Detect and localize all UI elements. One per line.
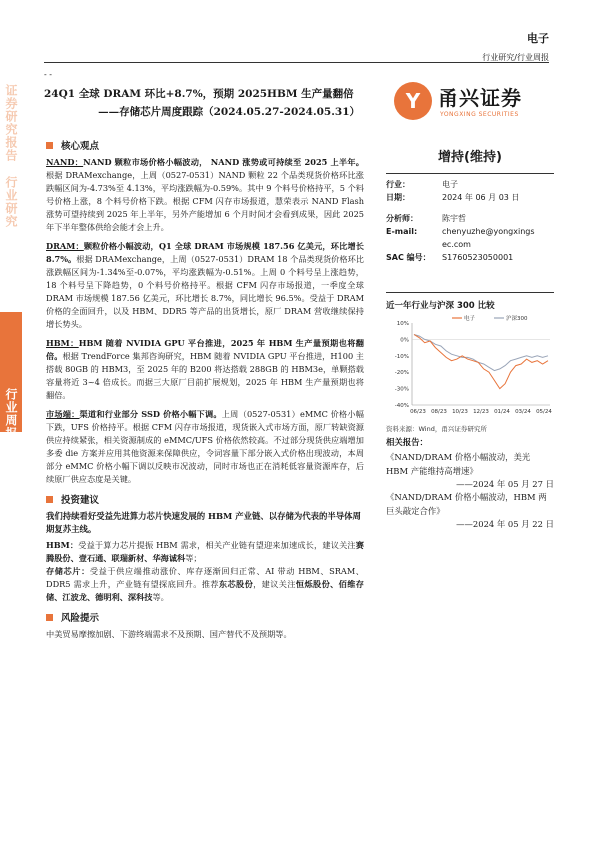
y-tick-label: 10% — [396, 321, 409, 327]
y-tick-label: -20% — [394, 370, 409, 377]
x-tick-label: 12/23 — [473, 409, 489, 415]
series-line — [414, 335, 548, 389]
para-dram: DRAM：颗粒价格小幅波动，Q1 全球 DRAM 市场规模 187.56 亿美元，环比增长 8.7%。根据 DRAMexchange，上周（0527-0531）DRAM 18 个品类现货价格环比涨跌幅区间为-1.34%至-0.07%，平均涨跌幅为-0.51%。上周 0 个料号呈上涨趋势，18 个料号呈下降趋势，0 个料号价格持平。根据 CFM 闪存市场报道，一季度全球 DRAM 市场规模 187.56 亿美元，环比增长 8.7%，同比增长 96.5%。受益于 DRAM 价格的全面回升，以及 HBM、DDR5 等产品的出货增长，原厂 DRAM 营收继续保持增长势头。 — [46, 241, 364, 329]
section-risk-heading: 风险提示 — [46, 610, 364, 624]
related-heading: 相关报告： — [386, 437, 428, 447]
x-tick-label: 05/24 — [536, 409, 552, 415]
x-tick-label: 01/24 — [494, 409, 510, 415]
header-right — [482, 30, 549, 63]
orange-square-icon — [46, 614, 53, 621]
logo-name-cn: 甬兴证券 — [438, 86, 522, 110]
info-email: E-mail: chenyuzhe@yongxings ec.com — [386, 227, 535, 249]
info-sac: SAC 编号： S1760523050001 — [386, 253, 514, 262]
rating: 增持(维持) — [386, 146, 554, 174]
main-content — [46, 132, 364, 647]
chart-source: 资料来源：Wind，甬兴证券研究所 — [386, 425, 487, 433]
invest-summary: 我们持续看好受益先进算力芯片快速发展的 HBM 产业链、以存储为代表的半导体周期复苏主线。 — [46, 511, 361, 534]
company-logo — [394, 80, 554, 124]
report-subtitle: ——存储芯片周度跟踪（2024.05.27-2024.05.31） — [98, 106, 360, 118]
header-divider — [44, 62, 549, 63]
comparison-chart — [386, 313, 554, 423]
legend-label: 电子 — [464, 316, 476, 322]
x-tick-label: 10/23 — [452, 409, 468, 415]
legend-label: 沪深300 — [506, 316, 528, 322]
x-tick-label: 03/24 — [515, 409, 531, 415]
sidebar-label-industry-research: 行业研究 — [4, 176, 18, 228]
orange-square-icon — [46, 496, 53, 503]
para-hbm: HBM：HBM 随着 NVIDIA GPU 平台推进，2025 年 HBM 生产量预期也将翻倍。根据 TrendForce 集邦咨询研究，HBM 随着 NVIDIA GPU 平台推进，H100 主搭载 80GB 的 HBM3，至 2025 年的 B200 将达搭载 288GB 的 HBM3e，单颗搭载容量将近 3~4 倍成长。而据三大原厂目前扩展规划，2025 年 HBM 生产量预期也将翻倍。 — [46, 338, 364, 400]
header-report-type: 行业研究/行业周报 — [482, 53, 549, 62]
report-title: 24Q1 全球 DRAM 环比+8.7%，预期 2025HBM 生产量翻倍 — [44, 88, 354, 100]
chart-title: 近一年行业与沪深 300 比较 — [386, 292, 554, 311]
info-industry: 行业： 电子 — [386, 180, 458, 189]
para-risk: 中美贸易摩擦加剧、下游终端需求不及预期、国产替代不及预期等。 — [46, 629, 292, 639]
y-tick-label: -10% — [394, 353, 409, 360]
para-market: 市场端：渠道和行业部分 SSD 价格小幅下调。上周（0527-0531）eMMC 价格小幅下跌，UFS 价格持平。根据 CFM 闪存市场报道，现货嵌入式市场方面，原厂转缺资源供应持续紧张，相关资源制成的 eMMC/UFS 价格依然较高。不过部分现货供应端增加多委 die 方案并应用其他资源来保障供应，令词容量下部分嵌入式价格出现波动，本周部分 eMMC 价格小幅下调以反映市况波动，同时市场也正在消耗低容量资源库存，后续原厂供应态度是关键。 — [46, 409, 364, 484]
related-report-1[interactable]: 《NAND/DRAM 价格小幅波动，美光 HBM 产能维持高增速》 — [386, 452, 531, 476]
y-tick-label: -30% — [394, 386, 409, 393]
section-invest-heading: 投资建议 — [46, 492, 364, 506]
sidebar-label-research-report: 证券研究报告 — [4, 84, 18, 162]
x-tick-label: 08/23 — [431, 409, 447, 415]
related-report-2-date: ——2024 年 05 月 22 日 — [456, 519, 554, 529]
para-nand: NAND：NAND 颗粒市场价格小幅波动， NAND 涨势或可持续至 2025 上半年。根据 DRAMexchange，上周（0527-0531）NAND 颗粒 22 个品类现货价格环比涨跌幅区间为-4.73%至 4.13%，平均涨跌幅为-0.59%。其中 9 个料号价格持平，5 个料号价格上涨，8 个料号价格下跌。根据 CFM 闪存市场报道，慧荣表示 NAND Flash 涨势可望持续到 2025 年上半年，另外产能增加 6 个月时间才会看到成果，因此 2025 年下半年整体供给会能才会上升。 — [46, 157, 364, 232]
x-tick-label: 06/23 — [410, 409, 426, 415]
title-dash: - - — [44, 70, 52, 79]
logo-mark-icon: Y — [394, 82, 432, 120]
related-report-1-date: ——2024 年 05 月 27 日 — [456, 479, 554, 489]
info-block — [386, 178, 554, 264]
orange-square-icon — [46, 142, 53, 149]
left-sidebar — [0, 0, 22, 842]
comparison-chart-box — [386, 292, 554, 433]
info-date: 日期： 2024 年 06 月 03 日 — [386, 193, 520, 202]
y-tick-label: 0% — [400, 337, 409, 344]
related-reports — [386, 436, 554, 531]
logo-name-en: YONGXING SECURITIES — [440, 111, 519, 118]
sidebar-label-weekly: 行业周报 — [4, 388, 18, 440]
info-analyst: 分析师： 陈宇哲 — [386, 214, 466, 223]
section-core-heading: 核心观点 — [46, 138, 364, 152]
y-tick-label: -40% — [394, 403, 409, 409]
para-invest-hbm: HBM：受益于算力芯片提振 HBM 需求，相关产业链有望迎来加速成长，建议关注赛腾股份、壹石通、联瑞新材、华海诚科等； 存储芯片：受益于供应端推动涨价、库存逐渐回归正常、AI 带动 HBM、SRAM、DDR5 需求上升，产业链有望探底回升。推荐东芯股份，建议关注恒烁股份、佰维存储、江波龙、德明利、深科技等。 — [46, 540, 364, 602]
header-sector: 电子 — [527, 32, 549, 45]
related-report-2[interactable]: 《NAND/DRAM 价格小幅波动，HBM 两巨头敲定合作》 — [386, 492, 547, 516]
